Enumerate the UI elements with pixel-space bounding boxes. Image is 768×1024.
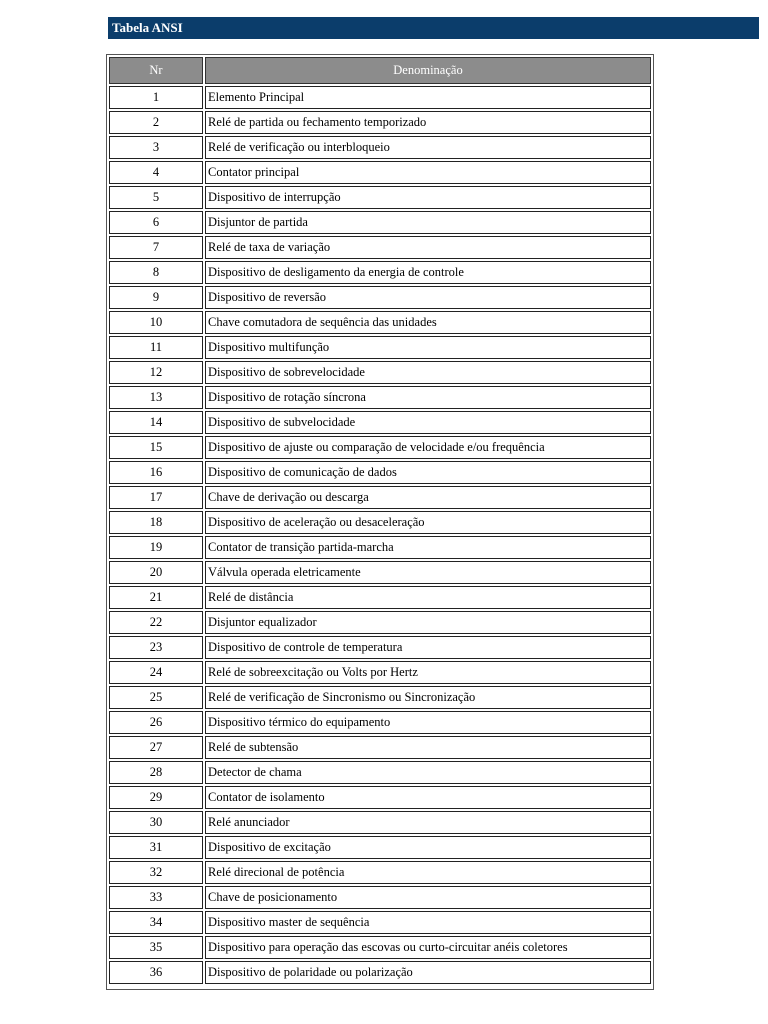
table-row <box>109 111 651 134</box>
table-row <box>109 336 651 359</box>
row-denomination-cell: Relé anunciador <box>205 811 651 834</box>
row-number-cell: 28 <box>109 761 203 784</box>
row-number-cell: 1 <box>109 86 203 109</box>
row-denomination-cell: Dispositivo de interrupção <box>205 186 651 209</box>
table-row <box>109 911 651 934</box>
row-denomination-cell: Dispositivo de rotação síncrona <box>205 386 651 409</box>
row-denomination-cell: Dispositivo de sobrevelocidade <box>205 361 651 384</box>
row-number-cell: 25 <box>109 686 203 709</box>
row-denomination-cell: Dispositivo de subvelocidade <box>205 411 651 434</box>
row-denomination-cell: Dispositivo de desligamento da energia de controle <box>205 261 651 284</box>
table-row <box>109 536 651 559</box>
row-number-cell: 14 <box>109 411 203 434</box>
table-row <box>109 211 651 234</box>
row-number-cell: 33 <box>109 886 203 909</box>
table-row <box>109 886 651 909</box>
row-denomination-cell: Dispositivo multifunção <box>205 336 651 359</box>
row-number-cell: 23 <box>109 636 203 659</box>
row-number-cell: 27 <box>109 736 203 759</box>
row-denomination-cell: Chave de posicionamento <box>205 886 651 909</box>
row-denomination-cell: Relé de distância <box>205 586 651 609</box>
row-denomination-cell: Dispositivo de reversão <box>205 286 651 309</box>
row-denomination-cell: Dispositivo térmico do equipamento <box>205 711 651 734</box>
table-row <box>109 411 651 434</box>
table-row <box>109 961 651 984</box>
row-number-cell: 2 <box>109 111 203 134</box>
row-denomination-cell: Dispositivo de comunicação de dados <box>205 461 651 484</box>
table-row <box>109 786 651 809</box>
table-row <box>109 461 651 484</box>
row-number-cell: 26 <box>109 711 203 734</box>
ansi-table <box>107 55 653 986</box>
table-row <box>109 936 651 959</box>
row-denomination-cell: Dispositivo de excitação <box>205 836 651 859</box>
table-row <box>109 736 651 759</box>
row-number-cell: 12 <box>109 361 203 384</box>
row-number-cell: 11 <box>109 336 203 359</box>
row-number-cell: 31 <box>109 836 203 859</box>
table-row <box>109 436 651 459</box>
row-number-cell: 16 <box>109 461 203 484</box>
row-denomination-cell: Relé de partida ou fechamento temporizado <box>205 111 651 134</box>
table-row <box>109 236 651 259</box>
row-denomination-cell: Contator de transição partida-marcha <box>205 536 651 559</box>
table-row <box>109 511 651 534</box>
row-denomination-cell: Dispositivo master de sequência <box>205 911 651 934</box>
row-number-cell: 18 <box>109 511 203 534</box>
table-row <box>109 486 651 509</box>
table-row <box>109 661 651 684</box>
table-row <box>109 361 651 384</box>
row-number-cell: 21 <box>109 586 203 609</box>
row-denomination-cell: Dispositivo de aceleração ou desaceleração <box>205 511 651 534</box>
table-row <box>109 586 651 609</box>
row-number-cell: 4 <box>109 161 203 184</box>
table-body <box>109 86 651 984</box>
row-number-cell: 19 <box>109 536 203 559</box>
row-number-cell: 3 <box>109 136 203 159</box>
row-denomination-cell: Dispositivo de controle de temperatura <box>205 636 651 659</box>
row-number-cell: 29 <box>109 786 203 809</box>
row-denomination-cell: Relé de subtensão <box>205 736 651 759</box>
column-header-denominacao: Denominação <box>205 57 651 84</box>
row-denomination-cell: Válvula operada eletricamente <box>205 561 651 584</box>
row-denomination-cell: Relé de sobreexcitação ou Volts por Hertz <box>205 661 651 684</box>
row-number-cell: 22 <box>109 611 203 634</box>
row-denomination-cell: Relé de verificação ou interbloqueio <box>205 136 651 159</box>
row-number-cell: 17 <box>109 486 203 509</box>
row-number-cell: 36 <box>109 961 203 984</box>
table-row <box>109 386 651 409</box>
row-denomination-cell: Elemento Principal <box>205 86 651 109</box>
row-number-cell: 32 <box>109 861 203 884</box>
row-number-cell: 30 <box>109 811 203 834</box>
row-denomination-cell: Dispositivo de polaridade ou polarização <box>205 961 651 984</box>
table-row <box>109 761 651 784</box>
table-row <box>109 836 651 859</box>
row-number-cell: 34 <box>109 911 203 934</box>
row-denomination-cell: Disjuntor equalizador <box>205 611 651 634</box>
row-number-cell: 5 <box>109 186 203 209</box>
row-number-cell: 6 <box>109 211 203 234</box>
row-number-cell: 15 <box>109 436 203 459</box>
row-denomination-cell: Chave comutadora de sequência das unidades <box>205 311 651 334</box>
row-number-cell: 8 <box>109 261 203 284</box>
row-denomination-cell: Dispositivo para operação das escovas ou curto-circuitar anéis coletores <box>205 936 651 959</box>
table-row <box>109 561 651 584</box>
table-row <box>109 611 651 634</box>
table-row <box>109 286 651 309</box>
table-row <box>109 636 651 659</box>
table-row <box>109 711 651 734</box>
page-title: Tabela ANSI <box>108 17 759 39</box>
row-denomination-cell: Relé de taxa de variação <box>205 236 651 259</box>
row-number-cell: 9 <box>109 286 203 309</box>
table-header-row <box>109 57 651 84</box>
row-denomination-cell: Dispositivo de ajuste ou comparação de velocidade e/ou frequência <box>205 436 651 459</box>
table-row <box>109 861 651 884</box>
row-denomination-cell: Contator principal <box>205 161 651 184</box>
table-row <box>109 686 651 709</box>
table-row <box>109 261 651 284</box>
table-row <box>109 311 651 334</box>
table-row <box>109 161 651 184</box>
table-row <box>109 186 651 209</box>
row-number-cell: 13 <box>109 386 203 409</box>
row-number-cell: 24 <box>109 661 203 684</box>
row-denomination-cell: Disjuntor de partida <box>205 211 651 234</box>
table-row <box>109 136 651 159</box>
row-denomination-cell: Relé de verificação de Sincronismo ou Sincronização <box>205 686 651 709</box>
column-header-nr: Nr <box>109 57 203 84</box>
row-number-cell: 20 <box>109 561 203 584</box>
table-row <box>109 811 651 834</box>
row-number-cell: 10 <box>109 311 203 334</box>
row-denomination-cell: Chave de derivação ou descarga <box>205 486 651 509</box>
row-denomination-cell: Contator de isolamento <box>205 786 651 809</box>
row-denomination-cell: Relé direcional de potência <box>205 861 651 884</box>
ansi-table-container <box>106 54 654 990</box>
row-denomination-cell: Detector de chama <box>205 761 651 784</box>
row-number-cell: 35 <box>109 936 203 959</box>
row-number-cell: 7 <box>109 236 203 259</box>
table-row <box>109 86 651 109</box>
